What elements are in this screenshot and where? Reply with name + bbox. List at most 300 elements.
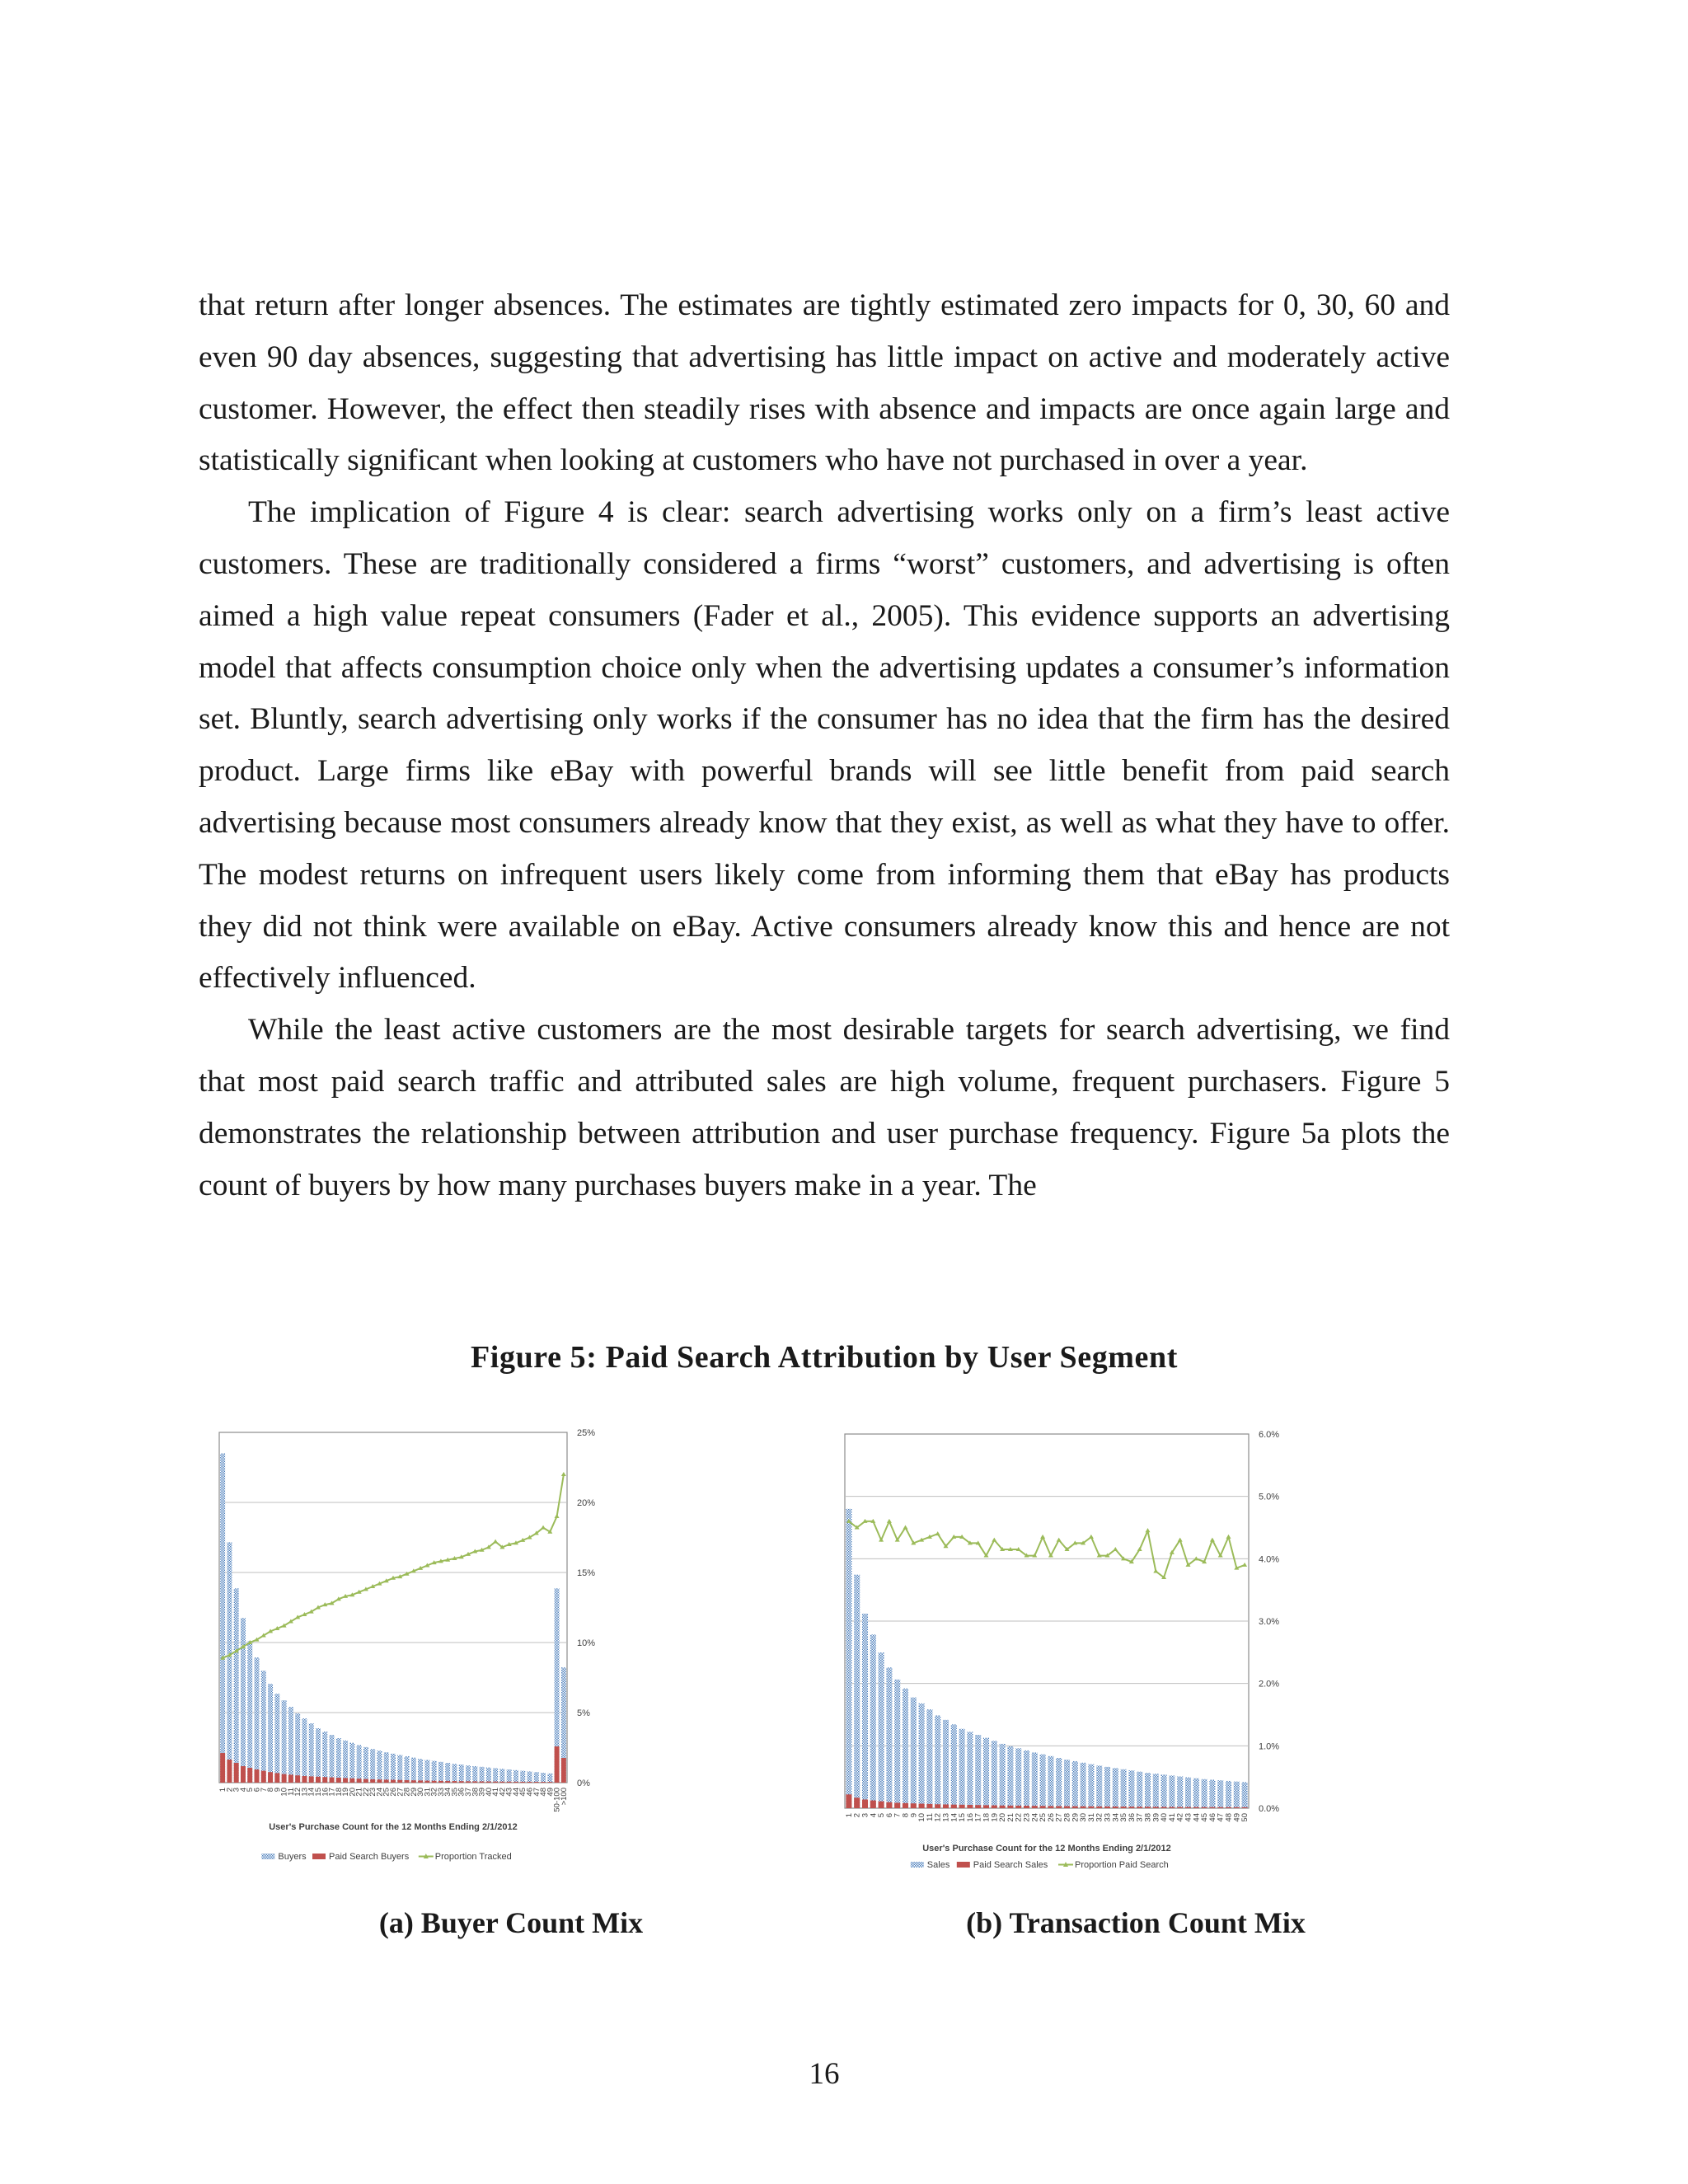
bar-buyers xyxy=(220,1454,225,1783)
bar-paid-search-sales xyxy=(1226,1807,1231,1808)
bar-sales xyxy=(886,1667,892,1808)
chart-b-svg xyxy=(828,1418,1294,1879)
bar-sales xyxy=(983,1738,989,1808)
bar-sales xyxy=(951,1724,957,1808)
x-tick-label: 35 xyxy=(450,1788,460,1797)
x-tick-label: 30 xyxy=(416,1788,426,1797)
bar-paid-search-sales xyxy=(992,1806,997,1808)
legend-label: Proportion Paid Search xyxy=(1075,1860,1169,1870)
bar-paid-search-sales xyxy=(1081,1807,1086,1808)
x-tick-label: 21 xyxy=(354,1788,364,1797)
x-tick-label: 41 xyxy=(1167,1813,1177,1822)
bar-sales xyxy=(926,1709,932,1808)
bar-buyers xyxy=(255,1657,260,1783)
bar-paid-search-buyers xyxy=(322,1777,327,1783)
x-tick-label: 39 xyxy=(477,1788,487,1797)
bar-sales xyxy=(1007,1746,1013,1808)
bar-sales xyxy=(879,1652,884,1808)
x-tick-label: 37 xyxy=(464,1788,474,1797)
x-tick-label: 32 xyxy=(429,1788,439,1797)
bar-paid-search-buyers xyxy=(227,1760,232,1783)
bar-paid-search-buyers xyxy=(480,1781,485,1783)
x-tick-label: 41 xyxy=(491,1788,501,1797)
bar-paid-search-buyers xyxy=(418,1780,423,1783)
x-axis-label: User's Purchase Count for the 12 Months Ending 2/1/2012 xyxy=(922,1844,1171,1854)
bar-sales xyxy=(975,1735,981,1808)
x-tick-label: 18 xyxy=(982,1813,992,1822)
x-tick-label: 16 xyxy=(965,1813,975,1822)
bar-buyers xyxy=(363,1747,368,1783)
bar-paid-search-buyers xyxy=(424,1781,429,1783)
bar-sales xyxy=(862,1614,868,1808)
y-tick-label: 6.0% xyxy=(1259,1430,1280,1440)
bar-buyers xyxy=(302,1718,307,1783)
bar-paid-search-buyers xyxy=(370,1779,375,1783)
x-tick-label: 11 xyxy=(286,1788,296,1796)
bar-paid-search-buyers xyxy=(520,1782,525,1783)
bar-paid-search-sales xyxy=(935,1804,940,1808)
paragraph-2: The implication of Figure 4 is clear: search advertising works only on a firm’s least active customers. These are traditionally considered a firms “worst” customers, and advertising is often aimed a high value repeat consumers (Fader et al., 2005). This evidence supports an advertising model that affects consumption choice only when the advertising updates a consumer’s information set. Bluntly, search advertising only works if the consumer has no idea that the firm has the desired product. Large firms like eBay with powerful brands will see little benefit from paid search advertising because most consumers already know that they exist, as well as what they have to offer. The modest returns on infrequent users likely come from informing them that eBay has products they did not think were available on eBay. Active consumers already know this and hence are not effectively influenced. xyxy=(199,495,1450,996)
bar-buyers xyxy=(499,1769,504,1783)
bar-paid-search-sales xyxy=(846,1794,851,1808)
bar-paid-search-sales xyxy=(1202,1807,1207,1808)
x-tick-label: 17 xyxy=(327,1788,337,1797)
bar-sales xyxy=(1072,1761,1078,1808)
bar-sales xyxy=(1226,1781,1231,1808)
bar-paid-search-buyers xyxy=(507,1782,512,1783)
bar-sales xyxy=(935,1715,940,1808)
bar-paid-search-sales xyxy=(1145,1807,1151,1808)
bar-paid-search-buyers xyxy=(255,1769,260,1783)
bar-paid-search-buyers xyxy=(528,1782,532,1783)
x-tick-label: 4 xyxy=(869,1813,879,1818)
bar-paid-search-sales xyxy=(1137,1807,1142,1808)
bar-paid-search-sales xyxy=(1113,1807,1118,1808)
bar-paid-search-sales xyxy=(911,1803,917,1808)
bar-paid-search-buyers xyxy=(486,1782,491,1783)
bar-paid-search-sales xyxy=(959,1805,965,1808)
x-tick-label: 36 xyxy=(1127,1813,1137,1822)
x-tick-label: 2 xyxy=(225,1788,235,1793)
bar-paid-search-sales xyxy=(1128,1807,1134,1808)
bar-paid-search-sales xyxy=(1024,1806,1029,1808)
x-tick-label: 42 xyxy=(1175,1813,1185,1822)
bar-sales xyxy=(1096,1765,1102,1808)
bar-buyers xyxy=(411,1758,416,1783)
x-tick-label: 4 xyxy=(238,1788,248,1793)
y-tick-label: 10% xyxy=(577,1638,596,1648)
x-tick-label: 27 xyxy=(1054,1813,1064,1822)
bar-paid-search-sales xyxy=(1193,1807,1199,1808)
caption-b: (b) Transaction Count Mix xyxy=(966,1906,1306,1939)
x-tick-label: 29 xyxy=(1071,1813,1081,1822)
bar-paid-search-buyers xyxy=(357,1779,362,1783)
x-tick-label: 2 xyxy=(852,1813,862,1818)
x-tick-label: 11 xyxy=(925,1813,935,1821)
bar-paid-search-buyers xyxy=(432,1781,437,1783)
x-tick-label: 25 xyxy=(1039,1813,1048,1822)
bar-buyers xyxy=(418,1759,423,1783)
bar-paid-search-buyers xyxy=(343,1778,348,1783)
bar-buyers xyxy=(268,1684,273,1783)
bar-paid-search-buyers xyxy=(384,1779,389,1783)
legend-label: Paid Search Sales xyxy=(973,1860,1048,1870)
figure-title: Figure 5: Paid Search Attribution by User Segment xyxy=(471,1340,1178,1375)
bar-paid-search-buyers xyxy=(452,1781,457,1783)
bar-buyers xyxy=(397,1755,402,1783)
x-tick-label: 50-100 xyxy=(552,1788,562,1812)
x-tick-label: 33 xyxy=(1103,1813,1113,1822)
bar-paid-search-sales xyxy=(1000,1806,1006,1808)
x-tick-label: 39 xyxy=(1151,1813,1161,1822)
bar-paid-search-sales xyxy=(975,1805,981,1808)
bar-buyers xyxy=(424,1760,429,1783)
bar-sales xyxy=(854,1575,860,1808)
bar-paid-search-buyers xyxy=(302,1776,307,1783)
bar-sales xyxy=(1161,1774,1167,1808)
bar-paid-search-buyers xyxy=(445,1781,450,1783)
x-tick-label: 46 xyxy=(1207,1813,1217,1822)
x-tick-label: 32 xyxy=(1095,1813,1104,1822)
x-tick-label: 40 xyxy=(484,1788,494,1797)
x-tick-label: 34 xyxy=(443,1788,453,1797)
x-tick-label: 15 xyxy=(958,1813,968,1822)
bar-paid-search-buyers xyxy=(268,1772,273,1783)
y-tick-label: 15% xyxy=(577,1568,596,1578)
bar-paid-search-buyers xyxy=(349,1779,354,1783)
bar-sales xyxy=(959,1729,965,1808)
caption-a: (a) Buyer Count Mix xyxy=(378,1906,644,1939)
bar-buyers xyxy=(261,1671,266,1783)
bar-buyers xyxy=(316,1728,321,1783)
y-tick-label: 5% xyxy=(577,1708,590,1718)
bar-sales xyxy=(943,1720,949,1808)
bar-paid-search-sales xyxy=(919,1804,925,1808)
bar-sales xyxy=(1153,1774,1159,1808)
bar-sales xyxy=(1177,1777,1183,1808)
x-tick-label: 35 xyxy=(1119,1813,1129,1822)
bar-sales xyxy=(894,1680,900,1808)
bar-paid-search-sales xyxy=(926,1804,932,1808)
bar-paid-search-sales xyxy=(1234,1807,1240,1808)
x-tick-label: 21 xyxy=(1006,1813,1015,1822)
bar-sales xyxy=(919,1704,925,1808)
y-tick-label: 5.0% xyxy=(1259,1492,1280,1502)
bar-paid-search-sales xyxy=(1032,1806,1038,1808)
bar-buyers xyxy=(282,1700,287,1783)
x-tick-label: 14 xyxy=(307,1788,316,1797)
bar-paid-search-buyers xyxy=(547,1782,552,1783)
x-tick-label: 8 xyxy=(901,1813,911,1818)
bar-sales xyxy=(1032,1752,1038,1808)
x-tick-label: 24 xyxy=(1030,1813,1040,1822)
bar-buyers xyxy=(513,1770,518,1783)
y-tick-label: 0% xyxy=(577,1779,590,1788)
bar-sales xyxy=(1145,1773,1151,1808)
x-tick-label: 46 xyxy=(525,1788,535,1797)
bar-buyers xyxy=(288,1707,293,1783)
x-tick-label: 45 xyxy=(1200,1813,1210,1822)
bar-sales xyxy=(1081,1763,1086,1808)
bar-paid-search-buyers xyxy=(534,1782,539,1783)
bar-sales xyxy=(846,1509,851,1808)
bar-sales xyxy=(1104,1767,1110,1808)
legend-swatch-checker xyxy=(911,1862,924,1868)
bar-sales xyxy=(1048,1756,1053,1808)
bar-sales xyxy=(1000,1744,1006,1808)
bar-buyers xyxy=(528,1771,532,1783)
bar-sales xyxy=(1121,1769,1127,1808)
x-tick-label: 31 xyxy=(1086,1813,1096,1822)
y-tick-label: 2.0% xyxy=(1259,1679,1280,1690)
bar-paid-search-buyers xyxy=(330,1778,335,1783)
bar-paid-search-sales xyxy=(1161,1807,1167,1808)
x-tick-label: 45 xyxy=(518,1788,528,1797)
x-tick-label: 1 xyxy=(844,1813,854,1818)
x-tick-label: 37 xyxy=(1135,1813,1145,1822)
x-tick-label: 6 xyxy=(252,1788,262,1793)
x-tick-label: 28 xyxy=(402,1788,412,1797)
x-tick-label: 24 xyxy=(375,1788,385,1797)
x-tick-label: 7 xyxy=(893,1813,903,1818)
bar-paid-search-buyers xyxy=(377,1779,382,1783)
bar-paid-search-sales xyxy=(903,1803,908,1808)
bar-paid-search-buyers xyxy=(247,1768,252,1783)
bar-buyers xyxy=(349,1743,354,1783)
y-tick-label: 1.0% xyxy=(1259,1741,1280,1752)
x-tick-label: 27 xyxy=(396,1788,406,1797)
legend-swatch-red xyxy=(312,1854,326,1859)
chart-buyer-count-mix xyxy=(198,1418,626,1879)
bar-paid-search-sales xyxy=(1007,1806,1013,1808)
x-tick-label: 38 xyxy=(1143,1813,1153,1822)
paragraph-1: that return after longer absences. The estimates are tightly estimated zero impacts for 0, 30, 60 and even 90 day absences, suggesting that advertising has little impact on active and moderately active customer. However, the effect then steadily rises with absence and impacts are once again large and statistically significant when looking at customers who have not purchased in over a year. xyxy=(199,288,1450,478)
x-tick-label: 1 xyxy=(218,1788,228,1793)
x-tick-label: 18 xyxy=(334,1788,344,1797)
bar-paid-search-sales xyxy=(1185,1807,1191,1808)
bar-buyers xyxy=(445,1763,450,1783)
bar-buyers xyxy=(405,1756,410,1783)
bar-paid-search-sales xyxy=(1209,1807,1215,1808)
bar-paid-search-buyers xyxy=(466,1781,471,1783)
x-tick-label: 34 xyxy=(1111,1813,1121,1822)
bar-paid-search-sales xyxy=(870,1801,876,1808)
bar-sales xyxy=(1217,1780,1223,1808)
x-tick-label: 10 xyxy=(279,1788,289,1797)
body-text xyxy=(199,280,1450,1212)
bar-paid-search-sales xyxy=(854,1797,860,1808)
bar-paid-search-buyers xyxy=(513,1782,518,1783)
bar-paid-search-buyers xyxy=(472,1781,477,1783)
bar-paid-search-sales xyxy=(1104,1807,1110,1808)
bar-paid-search-sales xyxy=(943,1804,949,1808)
bar-sales xyxy=(1015,1748,1021,1808)
bar-paid-search-sales xyxy=(894,1802,900,1808)
paragraph-3: While the least active customers are the most desirable targets for search advertising, we find that most paid search traffic and attributed sales are high volume, frequent purchasers. Figure 5 demonstrates the relationship between attribution and user purchase frequency. Figure 5a plots the count of buyers by how many purchases buyers make in a year. The xyxy=(199,1013,1450,1202)
bar-paid-search-sales xyxy=(1072,1807,1078,1808)
x-tick-label: 12 xyxy=(933,1813,943,1822)
bar-paid-search-sales xyxy=(879,1802,884,1808)
bar-paid-search-buyers xyxy=(391,1780,396,1783)
x-tick-label: 8 xyxy=(266,1788,276,1793)
bar-paid-search-buyers xyxy=(241,1766,246,1783)
bar-buyers xyxy=(547,1774,552,1783)
x-tick-label: 23 xyxy=(368,1788,378,1797)
x-tick-label: 10 xyxy=(917,1813,927,1822)
x-tick-label: 7 xyxy=(259,1788,269,1793)
bar-sales xyxy=(1128,1770,1134,1808)
x-axis-label: User's Purchase Count for the 12 Months Ending 2/1/2012 xyxy=(269,1822,518,1832)
bar-paid-search-buyers xyxy=(405,1780,410,1783)
bar-paid-search-sales xyxy=(862,1799,868,1808)
x-tick-label: 47 xyxy=(1216,1813,1226,1822)
x-tick-label: 20 xyxy=(348,1788,358,1797)
x-tick-label: 3 xyxy=(232,1788,241,1793)
bar-buyers xyxy=(274,1694,279,1783)
y-tick-label: 4.0% xyxy=(1259,1554,1280,1565)
bar-paid-search-sales xyxy=(886,1802,892,1808)
x-tick-label: 38 xyxy=(471,1788,481,1797)
bar-buyers xyxy=(247,1641,252,1783)
bar-buyers xyxy=(459,1765,464,1783)
bar-paid-search-buyers xyxy=(282,1774,287,1783)
x-tick-label: 13 xyxy=(941,1813,951,1822)
x-tick-label: 17 xyxy=(973,1813,983,1822)
bar-paid-search-sales xyxy=(1121,1807,1127,1808)
x-tick-label: 19 xyxy=(990,1813,1000,1822)
bar-sales xyxy=(1064,1760,1070,1808)
bar-paid-search-buyers xyxy=(499,1782,504,1783)
bar-paid-search-sales xyxy=(1040,1806,1046,1808)
y-tick-label: 0.0% xyxy=(1259,1804,1280,1814)
legend-label: Buyers xyxy=(278,1852,307,1862)
y-tick-label: 20% xyxy=(577,1498,596,1508)
x-tick-label: 44 xyxy=(511,1788,521,1797)
legend-swatch-checker xyxy=(261,1854,274,1859)
bar-paid-search-buyers xyxy=(438,1781,443,1783)
x-tick-label: 40 xyxy=(1160,1813,1170,1822)
chart-transaction-count-mix xyxy=(828,1418,1294,1879)
bar-buyers xyxy=(357,1745,362,1783)
bar-buyers xyxy=(507,1769,512,1783)
bar-sales xyxy=(1056,1758,1062,1808)
bar-paid-search-buyers xyxy=(363,1779,368,1783)
x-tick-label: 26 xyxy=(1046,1813,1056,1822)
bar-paid-search-buyers xyxy=(220,1753,225,1783)
bar-buyers xyxy=(472,1766,477,1783)
x-tick-label: 5 xyxy=(877,1813,887,1818)
x-tick-label: 14 xyxy=(950,1813,959,1822)
bar-sales xyxy=(1234,1782,1240,1808)
bar-buyers xyxy=(295,1713,300,1783)
bar-buyers xyxy=(391,1754,396,1783)
bar-sales xyxy=(870,1634,876,1808)
bar-paid-search-sales xyxy=(1177,1807,1183,1808)
x-tick-label: 6 xyxy=(884,1813,894,1818)
bar-buyers xyxy=(493,1768,498,1783)
bar-paid-search-sales xyxy=(951,1805,957,1808)
bar-paid-search-buyers xyxy=(397,1780,402,1783)
x-tick-label: 25 xyxy=(382,1788,392,1797)
bar-paid-search-sales xyxy=(1242,1807,1248,1808)
x-tick-label: 12 xyxy=(293,1788,303,1797)
bar-sales xyxy=(1193,1779,1199,1808)
x-tick-label: 9 xyxy=(273,1788,283,1793)
y-tick-label: 25% xyxy=(577,1428,596,1438)
x-tick-label: 9 xyxy=(909,1813,919,1818)
bar-paid-search-buyers xyxy=(295,1775,300,1783)
bar-sales xyxy=(992,1741,997,1808)
x-tick-label: 36 xyxy=(457,1788,467,1797)
x-tick-label: 5 xyxy=(246,1788,256,1793)
x-tick-label: 31 xyxy=(423,1788,433,1797)
bar-sales xyxy=(1113,1768,1118,1808)
bar-paid-search-buyers xyxy=(316,1777,321,1783)
bar-buyers xyxy=(384,1752,389,1783)
bar-sales xyxy=(903,1689,908,1808)
bar-paid-search-sales xyxy=(967,1805,973,1808)
x-tick-label: >100 xyxy=(559,1788,569,1806)
x-tick-label: 42 xyxy=(498,1788,508,1797)
bar-buyers xyxy=(486,1768,491,1783)
legend-swatch-red xyxy=(957,1862,970,1868)
x-tick-label: 29 xyxy=(409,1788,419,1797)
bar-paid-search-buyers xyxy=(493,1782,498,1783)
x-tick-label: 30 xyxy=(1079,1813,1089,1822)
bar-sales xyxy=(1169,1775,1175,1808)
x-tick-label: 19 xyxy=(341,1788,351,1797)
bar-paid-search-buyers xyxy=(261,1771,266,1783)
bar-buyers xyxy=(336,1738,341,1783)
x-tick-label: 50 xyxy=(1240,1813,1250,1822)
bar-paid-search-sales xyxy=(1096,1807,1102,1808)
bar-paid-search-sales xyxy=(1015,1806,1021,1808)
x-tick-label: 16 xyxy=(321,1788,331,1797)
bar-buyers xyxy=(241,1618,246,1783)
bar-paid-search-buyers xyxy=(541,1782,546,1783)
x-tick-label: 44 xyxy=(1192,1813,1202,1822)
bar-buyers xyxy=(377,1750,382,1783)
x-tick-label: 26 xyxy=(389,1788,398,1797)
bar-paid-search-sales xyxy=(1217,1807,1223,1808)
x-tick-label: 3 xyxy=(860,1813,870,1818)
x-tick-label: 43 xyxy=(504,1788,514,1797)
bar-buyers xyxy=(343,1741,348,1783)
bar-paid-search-buyers xyxy=(555,1746,560,1783)
x-tick-label: 49 xyxy=(546,1788,556,1797)
bar-buyers xyxy=(234,1588,239,1783)
bar-buyers xyxy=(330,1735,335,1783)
bar-buyers xyxy=(309,1723,314,1783)
x-tick-label: 33 xyxy=(436,1788,446,1797)
bar-paid-search-buyers xyxy=(336,1778,341,1783)
bar-buyers xyxy=(534,1772,539,1783)
x-tick-label: 48 xyxy=(1224,1813,1234,1822)
page-number: 16 xyxy=(809,2057,840,2091)
bar-paid-search-buyers xyxy=(411,1780,416,1783)
bar-buyers xyxy=(322,1732,327,1783)
bar-paid-search-sales xyxy=(1088,1807,1094,1808)
bar-sales xyxy=(1024,1750,1029,1808)
chart-a-svg xyxy=(198,1418,626,1879)
x-tick-label: 28 xyxy=(1062,1813,1072,1822)
x-tick-label: 49 xyxy=(1232,1813,1242,1822)
bar-paid-search-buyers xyxy=(274,1773,279,1783)
bar-sales xyxy=(967,1732,973,1808)
legend-label: Proportion Tracked xyxy=(434,1852,512,1862)
bar-paid-search-buyers xyxy=(288,1774,293,1783)
bar-buyers xyxy=(541,1773,546,1783)
